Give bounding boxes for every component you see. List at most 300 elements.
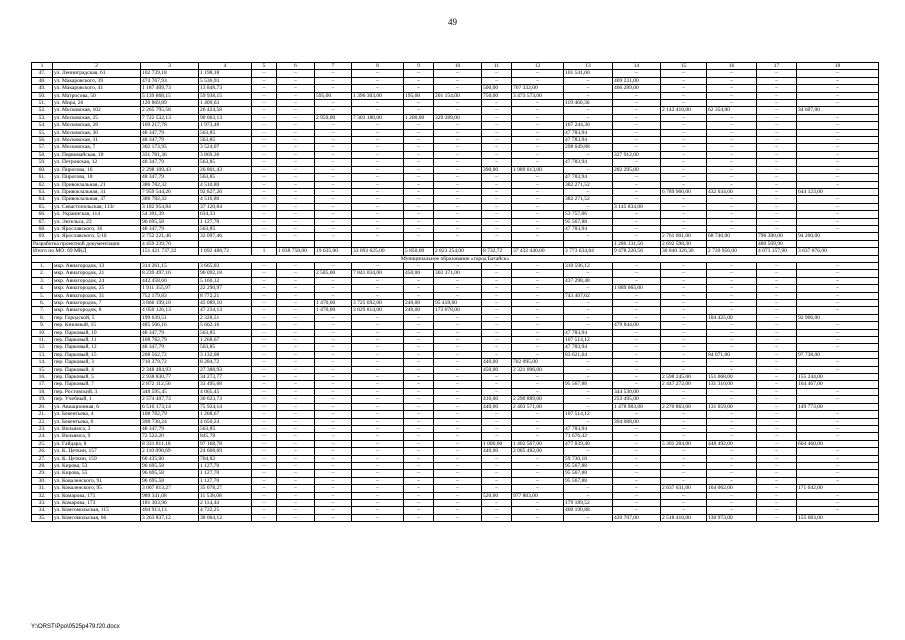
- address-cell: ул. Ленинградская, 61: [53, 70, 141, 77]
- table-cell: –: [757, 85, 797, 92]
- table-cell: –: [315, 322, 352, 329]
- table-cell: 6 510 173,14: [141, 403, 199, 410]
- table-cell: 563,85: [199, 159, 252, 166]
- table-cell: 64.: [32, 196, 53, 203]
- table-cell: 69.: [32, 233, 53, 240]
- table-cell: –: [352, 359, 404, 366]
- table-cell: –: [797, 455, 879, 462]
- table-cell: –: [352, 196, 404, 203]
- table-cell: 2 959,00: [315, 114, 352, 121]
- table-cell: 66.: [32, 211, 53, 218]
- address-cell: мкр. Авиагородок, 7: [53, 300, 141, 307]
- table-cell: 1 127,70: [199, 462, 252, 469]
- table-cell: –: [613, 499, 661, 506]
- table-cell: –: [252, 300, 277, 307]
- table-cell: –: [707, 411, 757, 418]
- table-cell: –: [512, 100, 564, 107]
- table-cell: –: [277, 262, 315, 269]
- table-cell: –: [564, 307, 613, 314]
- table-cell: 30 023,73: [199, 396, 252, 403]
- table-cell: 22.: [32, 418, 53, 425]
- table-cell: –: [797, 70, 879, 77]
- table-cell: –: [482, 300, 512, 307]
- table-cell: –: [315, 462, 352, 469]
- table-cell: –: [707, 433, 757, 440]
- table-row: [32, 366, 879, 373]
- table-cell: 29.: [32, 470, 53, 477]
- table-cell: 59 730,18: [564, 455, 613, 462]
- table-cell: –: [564, 114, 613, 121]
- address-cell: пер. Парковый, 4: [53, 366, 141, 373]
- table-row: [32, 485, 879, 492]
- table-cell: –: [707, 270, 757, 277]
- table-cell: 2 761 001,00: [661, 233, 707, 240]
- table-cell: 1 470,00: [315, 300, 352, 307]
- table-cell: –: [277, 285, 315, 292]
- table-cell: –: [512, 122, 564, 129]
- table-cell: 55.: [32, 129, 53, 136]
- table-cell: –: [315, 188, 352, 195]
- table-cell: –: [482, 225, 512, 232]
- table-cell: –: [564, 322, 613, 329]
- table-cell: –: [512, 351, 564, 358]
- table-cell: 477 839,40: [564, 440, 613, 447]
- table-cell: 47 783,94: [564, 329, 613, 336]
- table-cell: 60.: [32, 166, 53, 173]
- table-cell: –: [352, 337, 404, 344]
- table-cell: –: [252, 374, 277, 381]
- table-cell: –: [352, 507, 404, 514]
- total-cell: 151 421 737,32: [141, 248, 199, 255]
- table-cell: –: [661, 203, 707, 210]
- table-row: [32, 440, 879, 447]
- table-cell: –: [512, 70, 564, 77]
- table-cell: 5 160,12: [199, 277, 252, 284]
- table-cell: –: [277, 300, 315, 307]
- table-cell: 7 841 034,00: [352, 270, 404, 277]
- table-cell: 33.: [32, 499, 53, 506]
- table-cell: –: [352, 151, 404, 158]
- table-cell: –: [277, 403, 315, 410]
- total-cell: 2 739 956,00: [707, 248, 757, 255]
- table-cell: –: [315, 425, 352, 432]
- table-cell: –: [277, 151, 315, 158]
- table-cell: –: [277, 314, 315, 321]
- table-cell: –: [482, 485, 512, 492]
- table-cell: 1 889 065,00: [613, 285, 661, 292]
- table-cell: 563,85: [199, 425, 252, 432]
- table-cell: –: [661, 314, 707, 321]
- table-cell: –: [757, 418, 797, 425]
- table-cell: 310 596,12: [564, 262, 613, 269]
- table-cell: –: [757, 322, 797, 329]
- table-cell: –: [564, 85, 613, 92]
- table-cell: –: [252, 225, 277, 232]
- table-cell: –: [707, 85, 757, 92]
- address-cell: ул. Пирогова, 16: [53, 166, 141, 173]
- table-cell: –: [757, 277, 797, 284]
- table-cell: –: [434, 166, 482, 173]
- table-row: [32, 107, 879, 114]
- table-cell: –: [613, 107, 661, 114]
- table-cell: –: [404, 485, 434, 492]
- table-cell: –: [434, 396, 482, 403]
- table-cell: 989 341,08: [141, 492, 199, 499]
- table-cell: 2 637 631,00: [661, 485, 707, 492]
- table-cell: –: [315, 440, 352, 447]
- table-cell: –: [613, 344, 661, 351]
- table-cell: –: [315, 366, 352, 373]
- address-cell: ул. Матросова, 50: [53, 92, 141, 99]
- table-cell: –: [434, 329, 482, 336]
- table-cell: –: [434, 100, 482, 107]
- table-cell: 107 514,12: [564, 337, 613, 344]
- address-cell: ул. Бекентьева, 6: [53, 418, 141, 425]
- table-cell: –: [352, 277, 404, 284]
- table-cell: –: [482, 507, 512, 514]
- table-cell: –: [252, 477, 277, 484]
- table-row: [32, 381, 879, 388]
- table-cell: –: [707, 70, 757, 77]
- table-cell: –: [434, 218, 482, 225]
- table-cell: 2 328,51: [199, 314, 252, 321]
- table-row: [32, 211, 879, 218]
- table-cell: 710 379,72: [141, 359, 199, 366]
- table-cell: –: [707, 159, 757, 166]
- table-cell: –: [661, 144, 707, 151]
- table-cell: 4 510,80: [199, 181, 252, 188]
- table-cell: –: [707, 92, 757, 99]
- table-cell: –: [434, 85, 482, 92]
- table-row: [32, 425, 879, 432]
- table-cell: 7 959 544,26: [141, 188, 199, 195]
- address-cell: ул. Ярославского, 5/10: [53, 233, 141, 240]
- table-cell: –: [661, 366, 707, 373]
- table-cell: –: [564, 300, 613, 307]
- table-cell: –: [352, 159, 404, 166]
- table-cell: –: [277, 211, 315, 218]
- table-cell: –: [315, 374, 352, 381]
- table-cell: –: [512, 270, 564, 277]
- table-cell: –: [252, 122, 277, 129]
- table-cell: –: [613, 374, 661, 381]
- table-cell: 240,00: [404, 307, 434, 314]
- table-cell: –: [564, 396, 613, 403]
- total-cell: 5 850,00: [404, 248, 434, 255]
- table-cell: –: [797, 181, 879, 188]
- table-cell: 107 514,12: [564, 411, 613, 418]
- table-cell: –: [352, 499, 404, 506]
- table-cell: –: [707, 477, 757, 484]
- table-cell: –: [707, 151, 757, 158]
- table-cell: 95 567,88: [564, 462, 613, 469]
- table-cell: –: [352, 411, 404, 418]
- table-cell: 440,00: [482, 448, 512, 455]
- table-cell: –: [661, 129, 707, 136]
- table-cell: –: [404, 285, 434, 292]
- table-cell: 466 289,00: [613, 85, 661, 92]
- address-cell: пер. Парковый, 5: [53, 374, 141, 381]
- table-cell: 62.: [32, 181, 53, 188]
- table-cell: –: [512, 129, 564, 136]
- table-cell: –: [564, 107, 613, 114]
- table-cell: –: [661, 351, 707, 358]
- table-cell: 48 347,79: [141, 329, 199, 336]
- table-cell: –: [613, 337, 661, 344]
- table-cell: –: [797, 166, 879, 173]
- table-cell: –: [512, 144, 564, 151]
- table-cell: 4 722,25: [199, 507, 252, 514]
- table-cell: –: [613, 507, 661, 514]
- table-cell: –: [315, 329, 352, 336]
- table-cell: –: [482, 174, 512, 181]
- table-cell: 155 244,00: [797, 374, 879, 381]
- table-cell: –: [757, 314, 797, 321]
- table-cell: –: [277, 107, 315, 114]
- footer-file-path: Y:\ORST\Ppo\0525p479.f20.docx: [31, 624, 120, 630]
- table-cell: 54 391,39: [141, 211, 199, 218]
- table-cell: –: [352, 455, 404, 462]
- table-cell: –: [512, 277, 564, 284]
- column-number-cell: 8: [352, 63, 404, 70]
- table-cell: 3 473 573,00: [512, 92, 564, 99]
- table-cell: –: [564, 77, 613, 84]
- address-cell: ул. Кирова, 53: [53, 462, 141, 469]
- table-cell: 59.: [32, 159, 53, 166]
- table-cell: –: [661, 225, 707, 232]
- table-row: [32, 499, 879, 506]
- table-cell: –: [707, 211, 757, 218]
- table-cell: 5 662,16: [199, 322, 252, 329]
- table-cell: –: [352, 100, 404, 107]
- table-cell: –: [404, 344, 434, 351]
- table-cell: –: [613, 351, 661, 358]
- table-cell: –: [482, 462, 512, 469]
- table-cell: –: [252, 188, 277, 195]
- table-cell: 404 913,13: [141, 507, 199, 514]
- table-cell: –: [707, 196, 757, 203]
- table-cell: 4.: [32, 285, 53, 292]
- address-cell: ул. Московская, 30: [53, 129, 141, 136]
- table-cell: –: [434, 514, 482, 521]
- table-cell: –: [404, 329, 434, 336]
- table-cell: 101 541,00: [564, 70, 613, 77]
- table-cell: 59 938,15: [199, 92, 252, 99]
- table-cell: –: [315, 433, 352, 440]
- total-cell: 37 432 440,00: [512, 248, 564, 255]
- table-row: [32, 411, 879, 418]
- table-cell: –: [434, 233, 482, 240]
- table-cell: 33 495,68: [199, 381, 252, 388]
- table-cell: 71 676,42: [564, 433, 613, 440]
- table-row: [32, 77, 879, 84]
- column-number-cell: 18: [797, 63, 879, 70]
- table-cell: –: [512, 181, 564, 188]
- table-cell: 634,33: [199, 211, 252, 218]
- table-cell: –: [482, 122, 512, 129]
- table-cell: 179 189,52: [564, 499, 613, 506]
- table-cell: –: [707, 300, 757, 307]
- table-cell: –: [434, 425, 482, 432]
- table-cell: 95 567,88: [564, 477, 613, 484]
- table-cell: –: [315, 211, 352, 218]
- table-cell: –: [564, 514, 613, 521]
- table-cell: –: [404, 218, 434, 225]
- table-row: [32, 403, 879, 410]
- table-cell: –: [252, 425, 277, 432]
- table-cell: –: [512, 114, 564, 121]
- table-cell: –: [482, 425, 512, 432]
- table-cell: –: [757, 396, 797, 403]
- table-cell: 58.: [32, 151, 53, 158]
- table-cell: 1 409,63: [199, 100, 252, 107]
- table-cell: –: [613, 122, 661, 129]
- address-cell: ул. Московская, 31: [53, 137, 141, 144]
- address-cell: ул. К. Цеткин, 159: [53, 455, 141, 462]
- table-cell: [199, 240, 252, 247]
- table-cell: 382 271,52: [564, 196, 613, 203]
- table-cell: –: [277, 307, 315, 314]
- table-cell: –: [277, 129, 315, 136]
- table-cell: –: [252, 359, 277, 366]
- table-cell: –: [512, 188, 564, 195]
- table-cell: –: [434, 418, 482, 425]
- table-cell: –: [661, 211, 707, 218]
- table-row: [32, 396, 879, 403]
- table-cell: –: [757, 307, 797, 314]
- table-cell: –: [707, 285, 757, 292]
- table-cell: –: [315, 174, 352, 181]
- table-cell: –: [613, 381, 661, 388]
- table-cell: –: [797, 92, 879, 99]
- table-cell: 240,00: [404, 300, 434, 307]
- table-cell: –: [404, 137, 434, 144]
- table-cell: –: [613, 114, 661, 121]
- total-cell: 3 637 876,00: [797, 248, 879, 255]
- table-cell: –: [252, 329, 277, 336]
- table-cell: –: [661, 262, 707, 269]
- table-cell: –: [277, 181, 315, 188]
- table-cell: –: [797, 174, 879, 181]
- table-cell: –: [757, 92, 797, 99]
- table-cell: –: [277, 344, 315, 351]
- table-cell: –: [613, 129, 661, 136]
- table-cell: –: [315, 277, 352, 284]
- table-cell: 21.: [32, 411, 53, 418]
- table-body: [32, 63, 879, 522]
- total-label: Итого по МО: 69 МКД: [32, 248, 141, 255]
- table-cell: –: [277, 440, 315, 447]
- table-cell: –: [707, 499, 757, 506]
- table-cell: 34.: [32, 507, 53, 514]
- table-cell: –: [512, 218, 564, 225]
- table-row: [32, 137, 879, 144]
- table-cell: –: [277, 188, 315, 195]
- table-cell: 2 114,44: [199, 499, 252, 506]
- table-cell: –: [661, 411, 707, 418]
- table-cell: 563,85: [199, 174, 252, 181]
- table-row: [32, 292, 879, 299]
- table-cell: –: [434, 344, 482, 351]
- table-row: [32, 329, 879, 336]
- table-cell: –: [252, 211, 277, 218]
- table-cell: –: [277, 425, 315, 432]
- table-cell: –: [252, 129, 277, 136]
- table-cell: 520,00: [482, 492, 512, 499]
- table-cell: 201 154,00: [434, 92, 482, 99]
- table-cell: –: [277, 233, 315, 240]
- table-cell: 2 598 245,00: [661, 374, 707, 381]
- table-cell: –: [434, 70, 482, 77]
- table-cell: 3 182 954,84: [141, 203, 199, 210]
- table-cell: –: [757, 114, 797, 121]
- table-cell: –: [757, 337, 797, 344]
- table-cell: –: [564, 151, 613, 158]
- table-row: [32, 477, 879, 484]
- address-cell: ул. Макаровского, 41: [53, 85, 141, 92]
- table-cell: [404, 240, 434, 247]
- address-cell: ул. Привокзальная, 37: [53, 196, 141, 203]
- table-cell: 1 000,00: [482, 440, 512, 447]
- table-cell: –: [404, 507, 434, 514]
- table-cell: –: [613, 262, 661, 269]
- table-cell: –: [404, 462, 434, 469]
- table-cell: –: [277, 70, 315, 77]
- address-cell: ул. Привокзальная, 31: [53, 188, 141, 195]
- table-cell: 96 695,58: [141, 470, 199, 477]
- table-cell: –: [315, 507, 352, 514]
- table-cell: 3 145 834,00: [613, 203, 661, 210]
- table-cell: –: [404, 277, 434, 284]
- table-row: [32, 418, 879, 425]
- table-cell: –: [564, 270, 613, 277]
- table-cell: 84 071,00: [707, 351, 757, 358]
- table-cell: –: [434, 322, 482, 329]
- table-row: [32, 322, 879, 329]
- table-cell: 1 396 303,00: [352, 92, 404, 99]
- table-cell: –: [661, 151, 707, 158]
- header-row: [32, 63, 879, 70]
- table-cell: –: [613, 92, 661, 99]
- table-cell: 18.: [32, 388, 53, 395]
- table-cell: –: [757, 270, 797, 277]
- table-row: [32, 337, 879, 344]
- table-cell: –: [564, 314, 613, 321]
- table-cell: –: [661, 285, 707, 292]
- table-cell: 437 298,48: [564, 277, 613, 284]
- address-cell: пер. Ростовский, 3: [53, 388, 141, 395]
- table-cell: –: [434, 122, 482, 129]
- table-row: [32, 166, 879, 173]
- table-cell: –: [757, 137, 797, 144]
- table-cell: –: [315, 107, 352, 114]
- table-cell: –: [277, 448, 315, 455]
- table-cell: –: [797, 203, 879, 210]
- table-cell: 1 268,67: [199, 411, 252, 418]
- table-cell: –: [757, 203, 797, 210]
- table-cell: –: [404, 337, 434, 344]
- table-cell: –: [315, 262, 352, 269]
- table-cell: 302 371,00: [434, 270, 482, 277]
- table-cell: –: [252, 159, 277, 166]
- table-cell: –: [252, 292, 277, 299]
- table-cell: –: [277, 322, 315, 329]
- table-cell: 50.: [32, 92, 53, 99]
- table-cell: –: [512, 329, 564, 336]
- table-cell: –: [252, 285, 277, 292]
- table-cell: –: [252, 270, 277, 277]
- table-cell: 2 403 571,00: [512, 403, 564, 410]
